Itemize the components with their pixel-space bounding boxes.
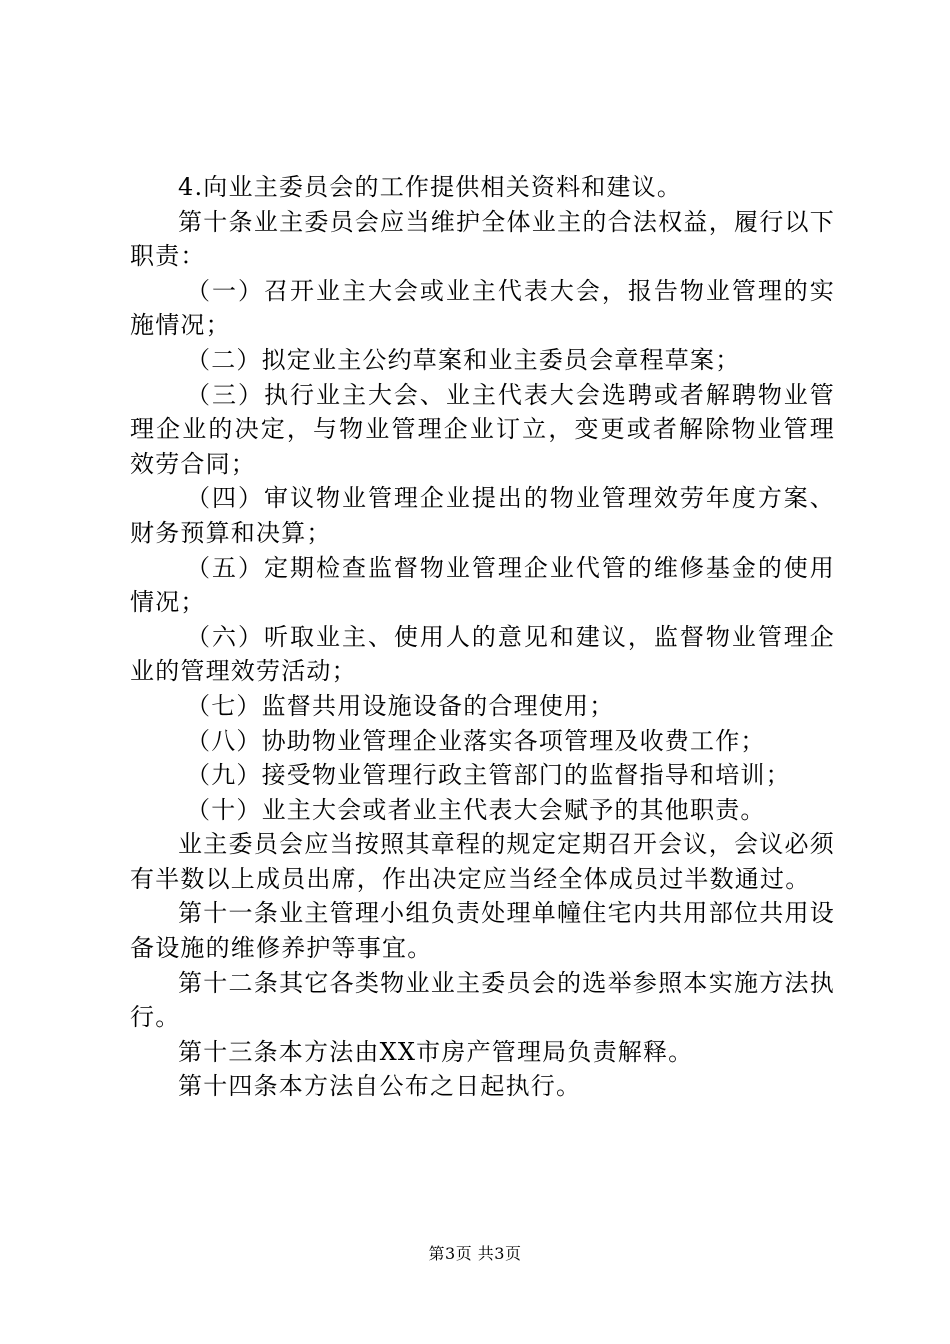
document-body (130, 170, 835, 1104)
paragraph-article-12: 第十二条其它各类物业业主委员会的选举参照本实施方法执行。 (130, 968, 835, 1032)
duty-item-2: （二）拟定业主公约草案和业主委员会章程草案； (186, 345, 741, 374)
paragraph-article-10: 第十条业主委员会应当维护全体业主的合法权益，履行以下职责： (130, 207, 835, 271)
duty-item-10: （十）业主大会或者业主代表大会赋予的其他职责。 (186, 795, 766, 824)
duty-item-5: （五）定期检查监督物业管理企业代管的维修基金的使用情况； (130, 553, 835, 617)
paragraph-item-4: 4.向业主委员会的工作提供相关资料和建议。 (178, 173, 683, 201)
duty-item-4: （四）审议物业管理企业提出的物业管理效劳年度方案、财务预算和决算； (130, 484, 835, 547)
paragraph-article-14: 第十四条本方法自公布之日起执行。 (178, 1072, 582, 1101)
duty-item-3: （三）执行业主大会、业主代表大会选聘或者解聘物业管理企业的决定，与物业管理企业订立，变更或者解除物业管理效劳合同； (130, 380, 835, 478)
duty-item-8: （八）协助物业管理企业落实各项管理及收费工作； (186, 726, 766, 755)
paragraph-article-13: 第十三条本方法由XX市房产管理局负责解释。 (178, 1037, 694, 1066)
duty-item-7: （七）监督共用设施设备的合理使用； (186, 691, 615, 720)
page-number-footer: 第3页 共3页 (428, 1244, 522, 1263)
duty-item-1: （一）召开业主大会或业主代表大会，报告物业管理的实施情况； (130, 276, 835, 340)
duty-item-9: （九）接受物业管理行政主管部门的监督指导和培训； (186, 761, 791, 790)
duty-item-6: （六）听取业主、使用人的意见和建议，监督物业管理企业的管理效劳活动； (130, 622, 835, 686)
paragraph-article-11: 第十一条业主管理小组负责处理单幢住宅内共用部位共用设备设施的维修养护等事宜。 (130, 899, 835, 963)
paragraph-meetings: 业主委员会应当按照其章程的规定定期召开会议，会议必须有半数以上成员出席，作出决定应当经全体成员过半数通过。 (130, 830, 835, 893)
